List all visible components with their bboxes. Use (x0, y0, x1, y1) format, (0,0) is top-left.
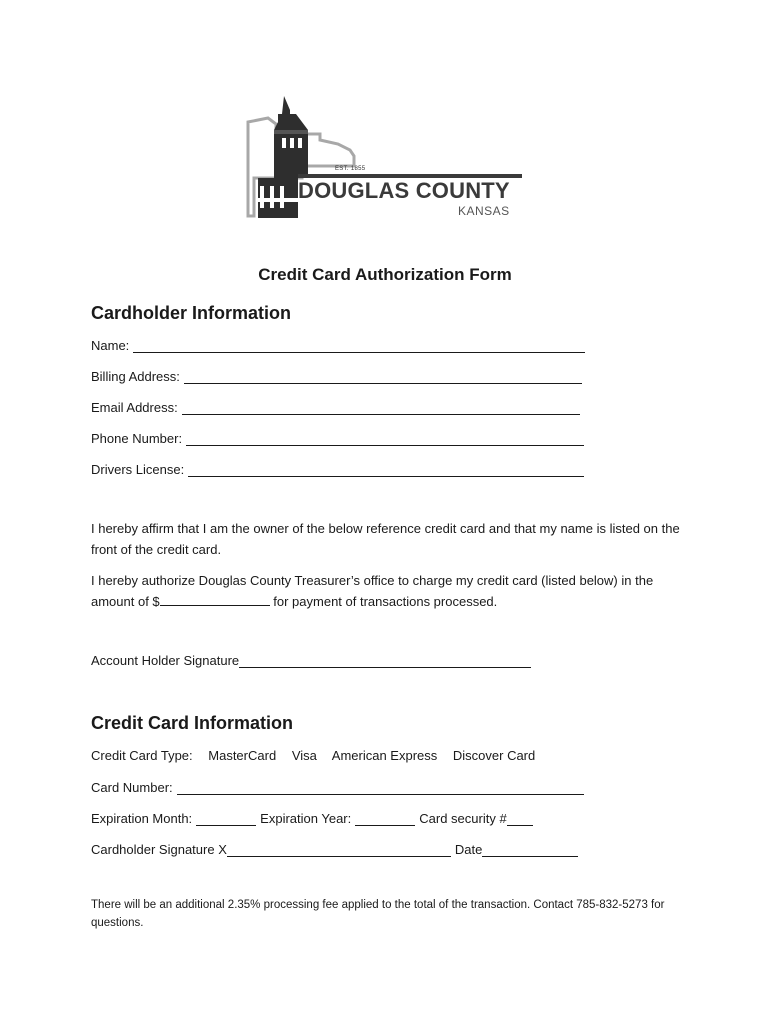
phone-number-field[interactable] (186, 431, 584, 446)
card-type-american-express[interactable]: American Express (331, 748, 438, 763)
ownership-statement: I hereby affirm that I am the owner of the below reference credit card and that my name is listed on the front of the credit card. (91, 521, 680, 557)
expiration-year-label: Expiration Year: (260, 811, 352, 826)
logo-established: EST. 1855 (335, 166, 366, 172)
account-holder-signature-label: Account Holder Signature (91, 653, 240, 668)
page-title: Credit Card Authorization Form (258, 265, 512, 284)
phone-number-label: Phone Number: (91, 431, 183, 446)
card-type-mastercard[interactable]: MasterCard (208, 748, 277, 763)
authorization-text-end: for payment of transactions processed. (269, 594, 498, 609)
date-field[interactable] (482, 842, 578, 857)
name-label: Name: (91, 338, 130, 353)
date-label: Date (454, 842, 483, 857)
amount-field[interactable] (160, 592, 270, 606)
expiration-year-field[interactable] (355, 811, 415, 826)
cardholder-signature-label: Cardholder Signature X (91, 842, 227, 857)
douglas-county-logo (246, 94, 526, 224)
name-field[interactable] (133, 338, 585, 353)
email-address-label: Email Address: (91, 400, 178, 415)
logo-state-name: KANSAS (458, 204, 510, 218)
card-number-label: Card Number: (91, 780, 173, 795)
card-number-field[interactable] (177, 780, 584, 795)
authorization-text-start: I hereby authorize Douglas County Treasurer’s office to charge my credit card (listed below) in the amount of $ (91, 573, 654, 609)
card-security-field[interactable] (507, 811, 533, 826)
card-type-visa[interactable]: Visa (291, 748, 317, 763)
billing-address-row (91, 369, 582, 384)
processing-fee-note: There will be an additional 2.35% processing fee applied to the total of the transaction. Contact 785-832-5273 for questions. (91, 899, 665, 929)
card-number-row (91, 780, 584, 795)
email-address-row (91, 400, 580, 415)
name-row (91, 338, 585, 353)
cardholder-signature-row (91, 842, 578, 857)
account-holder-signature-row (91, 653, 531, 668)
credit-card-heading: Credit Card Information (91, 713, 294, 733)
phone-number-row (91, 431, 584, 446)
drivers-license-field[interactable] (188, 462, 584, 477)
expiration-row (91, 811, 533, 826)
card-type-label: Credit Card Type: (91, 748, 193, 763)
billing-address-field[interactable] (184, 369, 582, 384)
drivers-license-label: Drivers License: (91, 462, 185, 477)
drivers-license-row (91, 462, 584, 477)
cardholder-heading: Cardholder Information (91, 303, 292, 323)
expiration-month-label: Expiration Month: (91, 811, 193, 826)
card-type-row (91, 748, 547, 763)
card-type-discover[interactable]: Discover Card (452, 748, 536, 763)
logo-county-name: DOUGLAS COUNTY (298, 178, 510, 203)
billing-address-label: Billing Address: (91, 369, 180, 384)
card-security-label: Card security # (419, 811, 507, 826)
authorization-statement (91, 570, 681, 612)
expiration-month-field[interactable] (196, 811, 256, 826)
cardholder-signature-field[interactable] (227, 842, 451, 857)
account-holder-signature-field[interactable] (239, 653, 531, 668)
email-address-field[interactable] (182, 400, 580, 415)
